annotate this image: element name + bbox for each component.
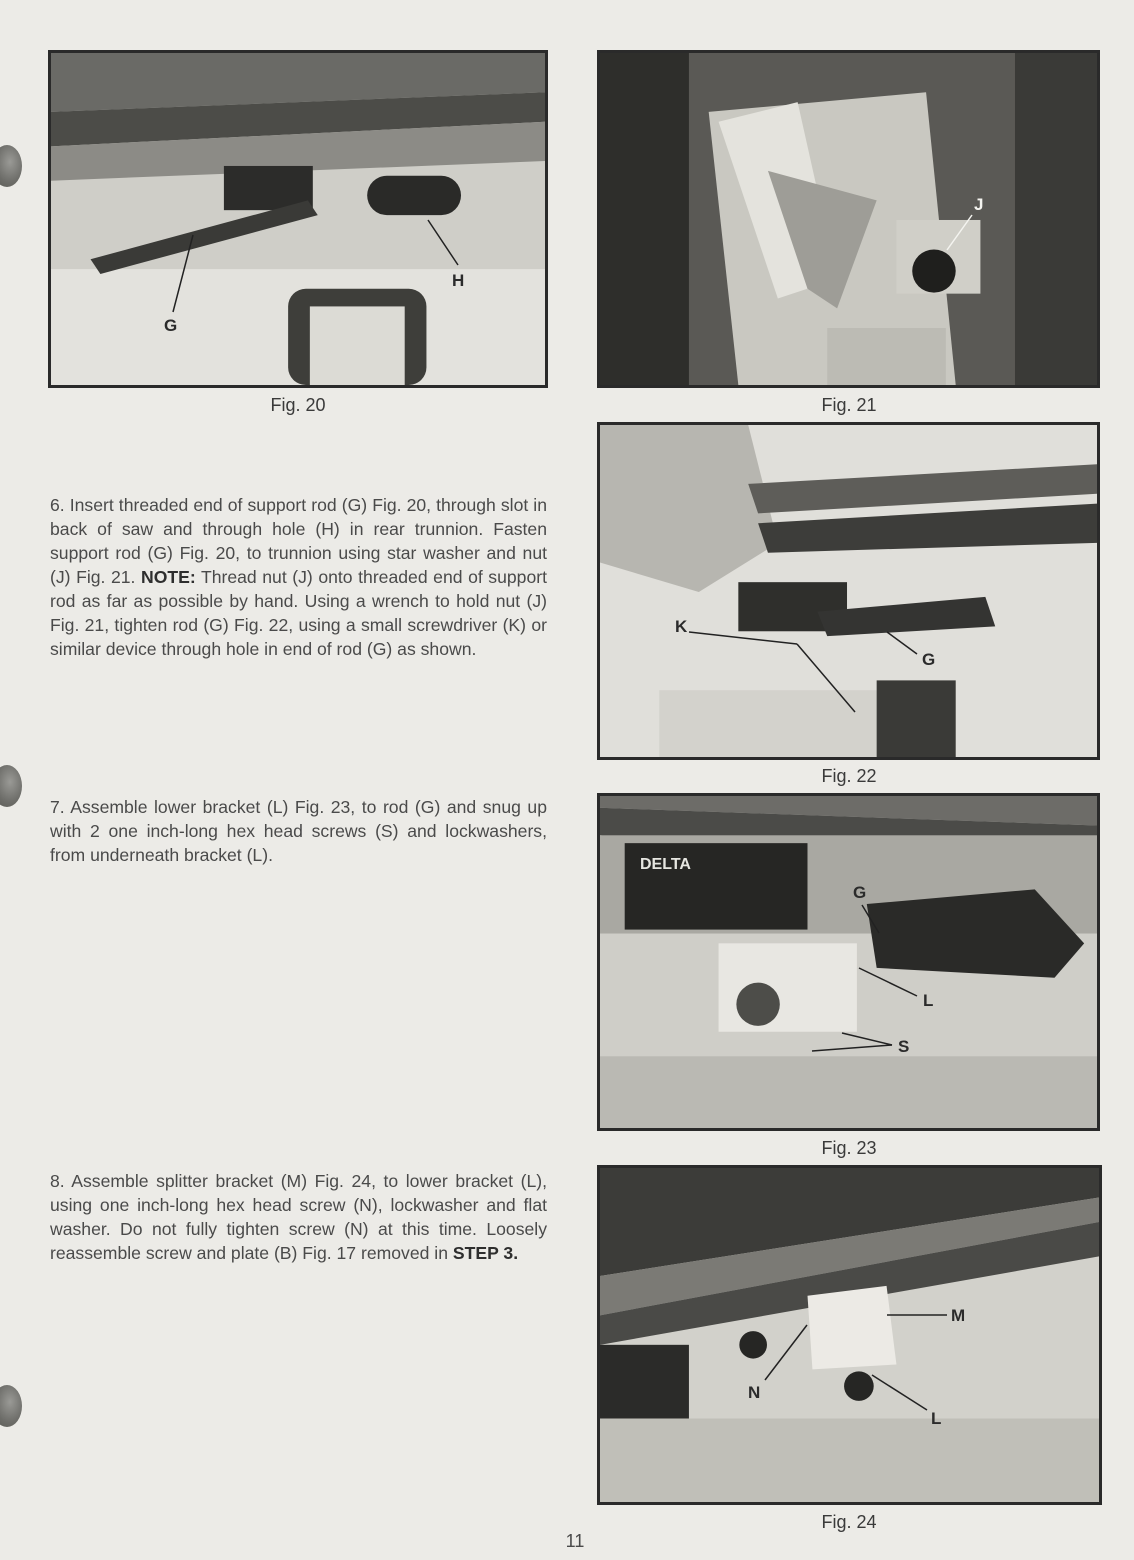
fig-20-callout-g: G bbox=[164, 316, 178, 335]
step-6-text-part1: 6. Insert threaded end of support rod (G) Fig. 20, through slot in back of saw and through hole (H) in rear trunnion. Fasten support rod (G) Fig. 20, to trunnion using star washer and nut (J) Fig. 21. bbox=[50, 495, 547, 587]
binder-hole-top bbox=[0, 145, 22, 187]
fig-24-caption: Fig. 24 bbox=[821, 1512, 877, 1532]
step-7-text-body: 7. Assemble lower bracket (L) Fig. 23, to rod (G) and snug up with 2 one inch-long hex head screws (S) and lockwashers, from underneath bracket (L). bbox=[50, 797, 547, 865]
page-number: 11 bbox=[565, 1531, 585, 1551]
step-8-text bbox=[50, 1169, 547, 1265]
step-6-note-label: NOTE: bbox=[140, 567, 196, 587]
binder-hole-middle bbox=[0, 765, 22, 807]
fig-24-callout-l: L bbox=[931, 1409, 942, 1428]
step-7-text bbox=[50, 795, 547, 867]
fig-21-photo bbox=[597, 50, 1100, 388]
fig-21-callout-j: J bbox=[974, 195, 984, 214]
fig-23-callout-l: L bbox=[923, 991, 934, 1010]
step-8-step-reference: STEP 3. bbox=[452, 1243, 519, 1263]
fig-23-caption: Fig. 23 bbox=[821, 1138, 877, 1158]
step-8-text-part1: 8. Assemble splitter bracket (M) Fig. 24, to lower bracket (L), using one inch-long hex head screw (N), lockwasher and flat washer. Do not fully tighten screw (N) at this time. Loosely reassemble screw and plate (B) Fig. 17 removed in bbox=[50, 1171, 547, 1263]
fig-24-callout-n: N bbox=[748, 1383, 761, 1402]
fig-20-callout-h: H bbox=[452, 271, 465, 290]
fig-20-photo bbox=[48, 50, 548, 388]
fig-22-callout-k: K bbox=[675, 617, 688, 636]
fig-23-callout-g: G bbox=[853, 883, 867, 902]
fig-21-caption: Fig. 21 bbox=[821, 395, 877, 415]
fig-24-photo bbox=[597, 1165, 1102, 1505]
fig-24-callout-m: M bbox=[951, 1306, 966, 1325]
binder-hole-bottom bbox=[0, 1385, 22, 1427]
step-6-text bbox=[50, 493, 547, 661]
fig-22-callout-g: G bbox=[922, 650, 936, 669]
fig-23-photo bbox=[597, 793, 1100, 1131]
fig-22-photo bbox=[597, 422, 1100, 760]
step-6-text-part2: Thread nut (J) onto threaded end of support rod as far as possible by hand. Using a wrench to hold nut (J) Fig. 21, tighten rod (G) Fig. 22, using a small screwdriver (K) or similar device through hole in end of rod (G) as shown. bbox=[50, 567, 547, 659]
fig-20-caption: Fig. 20 bbox=[270, 395, 326, 415]
fig-22-caption: Fig. 22 bbox=[821, 766, 877, 786]
fig-23-callout-s: S bbox=[898, 1037, 910, 1056]
fig-23-nameplate-text: DELTA bbox=[640, 856, 691, 873]
